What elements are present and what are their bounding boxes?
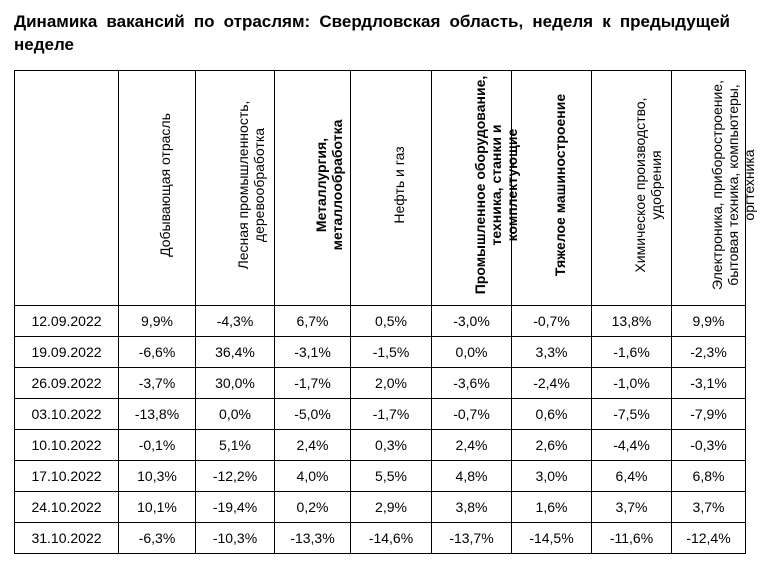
value-cell: -3,0% [432,306,512,337]
value-cell: -4,3% [196,306,275,337]
column-header [275,71,351,306]
value-cell: -2,4% [512,368,592,399]
value-cell: 0,5% [351,306,432,337]
value-cell: 9,9% [119,306,196,337]
value-cell: 6,4% [592,461,672,492]
table-header-row [15,71,746,306]
vacancy-dynamics-table [14,70,757,554]
value-cell: 4,8% [432,461,512,492]
value-cell: 2,0% [351,368,432,399]
value-cell: 3,7% [592,492,672,523]
table-row [15,368,746,399]
value-cell: -13,3% [275,523,351,554]
table-row [15,523,746,554]
date-cell: 12.09.2022 [15,306,119,337]
table-row [15,492,746,523]
table-row [15,337,746,368]
column-header [592,71,672,306]
table-body [15,306,746,554]
value-cell: -19,4% [196,492,275,523]
column-header-label: Тяжелое машиностроение [551,93,568,277]
value-cell: -1,7% [275,368,351,399]
value-cell: 4,0% [275,461,351,492]
value-cell: -2,3% [672,337,746,368]
value-cell: -1,6% [592,337,672,368]
value-cell: 5,5% [351,461,432,492]
value-cell: 5,1% [196,430,275,461]
column-header-label: Химическое производство, удобрения [631,97,664,273]
value-cell: -7,5% [592,399,672,430]
table-row [15,461,746,492]
value-cell: -0,1% [119,430,196,461]
value-cell: -7,9% [672,399,746,430]
value-cell: -10,3% [196,523,275,554]
value-cell: -1,0% [592,368,672,399]
value-cell: -12,4% [672,523,746,554]
column-header-label: Промышленное оборудование, техника, станки и комплектующие [471,75,520,295]
table-row [15,399,746,430]
value-cell: 2,9% [351,492,432,523]
value-cell: -6,3% [119,523,196,554]
page-title: Динамика вакансий по отраслям: Свердловская область, неделя к предыдущей неделе [14,12,730,54]
value-cell: 3,3% [512,337,592,368]
header-corner-cell [15,71,119,306]
value-cell: 1,6% [512,492,592,523]
column-header [672,71,757,306]
column-header-label: Добывающая отрасль [157,113,173,257]
value-cell: -13,8% [119,399,196,430]
date-cell: 17.10.2022 [15,461,119,492]
value-cell: 0,6% [512,399,592,430]
date-cell: 31.10.2022 [15,523,119,554]
column-header-label: Нефть и газ [391,146,407,224]
value-cell: -0,7% [432,399,512,430]
value-cell: -3,1% [275,337,351,368]
date-cell: 19.09.2022 [15,337,119,368]
value-cell: 2,6% [512,430,592,461]
value-cell: -6,6% [119,337,196,368]
value-cell: 6,8% [672,461,746,492]
value-cell: -14,5% [512,523,592,554]
value-cell: -5,0% [275,399,351,430]
date-cell: 24.10.2022 [15,492,119,523]
table-row [15,306,746,337]
value-cell: -1,5% [351,337,432,368]
value-cell: 36,4% [196,337,275,368]
value-cell: -0,3% [672,430,746,461]
column-header-label: Лесная промышленность, деревообработка [235,100,267,270]
value-cell: -11,6% [592,523,672,554]
value-cell: 30,0% [196,368,275,399]
value-cell: 2,4% [432,430,512,461]
value-cell: -3,6% [432,368,512,399]
value-cell: 9,9% [672,306,746,337]
value-cell: 3,0% [512,461,592,492]
column-header-label: Электроника, приборостроение, бытовая техника, компьютеры, оргтехника [708,80,757,290]
column-header [351,71,432,306]
value-cell: 13,8% [592,306,672,337]
value-cell: -0,7% [512,306,592,337]
value-cell: 3,7% [672,492,746,523]
value-cell: 6,7% [275,306,351,337]
column-header [119,71,196,306]
date-cell: 26.09.2022 [15,368,119,399]
value-cell: 10,3% [119,461,196,492]
value-cell: -3,7% [119,368,196,399]
value-cell: -1,7% [351,399,432,430]
column-header [432,71,520,306]
value-cell: -13,7% [432,523,512,554]
value-cell: -12,2% [196,461,275,492]
value-cell: 0,0% [196,399,275,430]
column-header [196,71,275,306]
column-header-label: Металлургия, металлообработка [312,119,345,251]
value-cell: 0,0% [432,337,512,368]
value-cell: 3,8% [432,492,512,523]
value-cell: -3,1% [672,368,746,399]
column-header [512,71,592,306]
value-cell: -14,6% [351,523,432,554]
value-cell: 0,2% [275,492,351,523]
value-cell: 2,4% [275,430,351,461]
table-row [15,430,746,461]
value-cell: -4,4% [592,430,672,461]
date-cell: 10.10.2022 [15,430,119,461]
date-cell: 03.10.2022 [15,399,119,430]
value-cell: 0,3% [351,430,432,461]
value-cell: 10,1% [119,492,196,523]
